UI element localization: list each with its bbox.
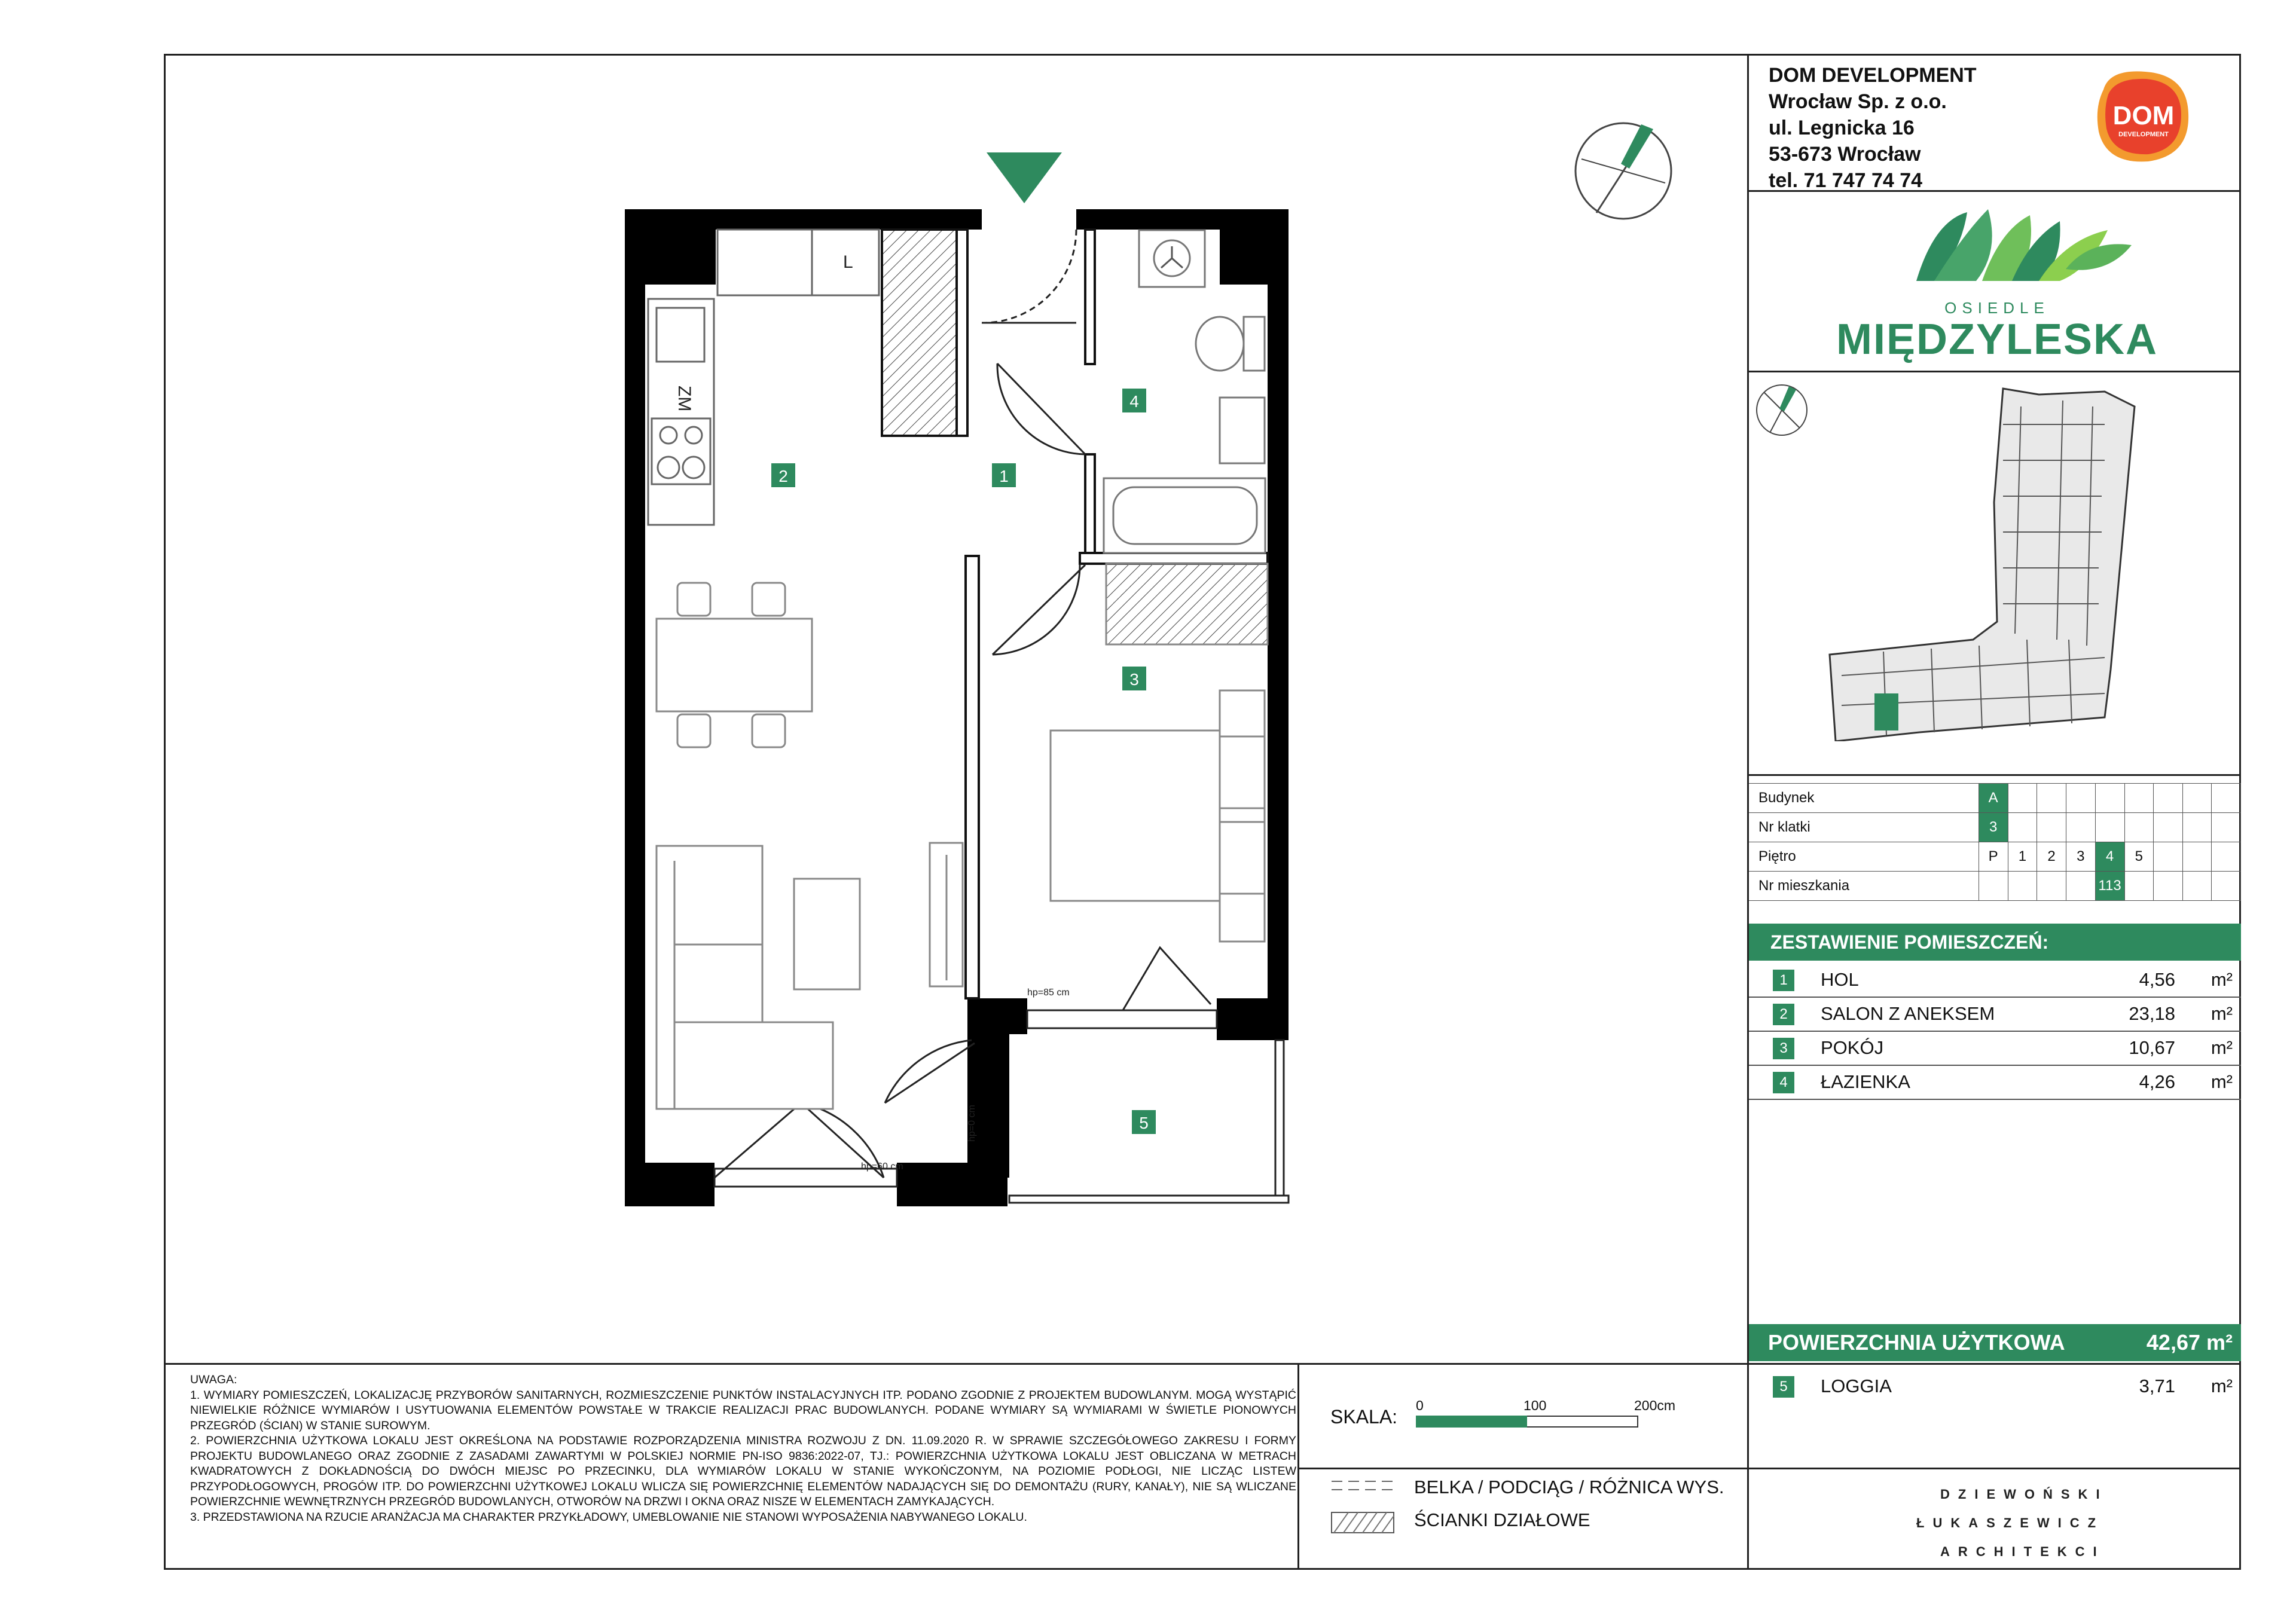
room-number: 4 xyxy=(1773,1072,1794,1093)
company-address xyxy=(1769,62,1977,194)
company-line: ul. Legnicka 16 xyxy=(1769,117,1915,139)
room-tag-1: 1 xyxy=(999,467,1009,485)
usable-area-bar xyxy=(1749,1324,2241,1361)
architects-line: ŁUKASZEWICZ xyxy=(1916,1515,2105,1530)
note-item: 3. PRZEDSTAWIONA NA RZUCIE ARANŻACJA MA CHARAKTER PRZYKŁADOWY, UMEBLOWANIE NIE STANOWI WYPOSAŻENIA NABYWANEGO LOKALU. xyxy=(190,1510,1027,1524)
info-row xyxy=(1749,842,2241,872)
north-arrow-compass xyxy=(1570,117,1677,225)
fridge-label: L xyxy=(843,252,853,272)
room-name: SALON Z ANEKSEM xyxy=(1821,1003,1995,1024)
info-cell xyxy=(2154,842,2183,872)
footer-divider xyxy=(164,1363,2241,1365)
note-item: 1. WYMIARY POMIESZCZEŃ, LOKALIZACJĘ PRZYBORÓW SANITARNYCH, ROZMIESZCZENIE PUNKTÓW INSTALACYJNYCH ITP. PODANO ZGODNIE Z PROJEKTEM BUDOWLANYM. MOGĄ WYSTĄPIĆ NIEWIELKIE RÓŻNICE WYMIARÓW I USYTUOWANIA ELEMENTÓW POWSTAŁE W TRAKCIE REALIZACJI PRAC BUDOWLANYCH. PODANE WYMIARY SĄ WYMIARAMI W ŚWIETLE PIONOWYCH PRZEGRÓD (ŚCIAN) W STANIE SUROWYM. xyxy=(190,1388,1296,1432)
room-name: ŁAZIENKA xyxy=(1821,1071,1910,1092)
logo-text: DOM xyxy=(2112,101,2175,130)
legend-partition-label: ŚCIANKI DZIAŁOWE xyxy=(1414,1509,1590,1530)
room-area: 10,67 xyxy=(2129,1037,2175,1058)
info-cell xyxy=(2154,784,2183,813)
info-cell xyxy=(2037,813,2066,842)
scale-bar-filled xyxy=(1416,1416,1527,1428)
floor-plan xyxy=(622,146,1303,1217)
room-tag-2: 2 xyxy=(778,467,788,485)
info-cell xyxy=(2095,813,2124,842)
architects-line: DZIEWOŃSKI xyxy=(1940,1487,2108,1502)
dishwasher-label: ZM xyxy=(674,386,694,412)
building-site-plan xyxy=(1824,383,2147,741)
room-name: POKÓJ xyxy=(1821,1037,1884,1058)
info-cell: 4 xyxy=(2095,842,2124,872)
info-cell xyxy=(2212,872,2241,901)
architects-logo xyxy=(1916,1480,2108,1566)
usable-area-label: POWIERZCHNIA UŻYTKOWA xyxy=(1768,1330,2065,1355)
scale-label: SKALA: xyxy=(1330,1406,1398,1428)
room-tag-4: 4 xyxy=(1129,392,1139,411)
room-area-unit: m² xyxy=(2210,1003,2233,1024)
info-cell: 3 xyxy=(2066,842,2095,872)
room-row xyxy=(1749,997,2241,1032)
company-line: Wrocław Sp. z o.o. xyxy=(1769,90,1947,113)
info-row-label: Nr mieszkania xyxy=(1749,872,1979,901)
brand-subtitle: OSIEDLE xyxy=(1944,299,2050,317)
info-cell xyxy=(2124,813,2154,842)
info-cell xyxy=(2154,872,2183,901)
room-number: 3 xyxy=(1773,1038,1794,1059)
architects-line: ARCHITEKCI xyxy=(1940,1544,2105,1559)
info-cell xyxy=(2008,872,2037,901)
info-cell xyxy=(2182,872,2212,901)
info-cell: 3 xyxy=(1979,813,2008,842)
info-cell xyxy=(2066,784,2095,813)
room-row xyxy=(1749,1031,2241,1066)
footer-divider xyxy=(1747,1468,2241,1469)
company-line: 53-673 Wrocław xyxy=(1769,143,1921,166)
info-cell xyxy=(2182,813,2212,842)
clearance-label: hp=0 cm xyxy=(967,1105,977,1142)
info-cell xyxy=(2124,872,2154,901)
osiedle-miedzyleska-logo-mark xyxy=(1910,197,2138,299)
brand-name: MIĘDZYLESKA xyxy=(1836,316,2158,363)
room-area-unit: m² xyxy=(2210,1037,2233,1058)
info-cell xyxy=(2066,872,2095,901)
scale-tick: 100 xyxy=(1523,1398,1547,1413)
apartment-info-table xyxy=(1749,783,2241,901)
info-cell: 1 xyxy=(2008,842,2037,872)
info-row-label: Budynek xyxy=(1749,784,1979,813)
info-cell: A xyxy=(1979,784,2008,813)
notes-title: UWAGA: xyxy=(190,1373,237,1386)
loggia-name: LOGGIA xyxy=(1821,1376,1892,1396)
info-cell xyxy=(2212,842,2241,872)
room-tag-5: 5 xyxy=(1139,1114,1149,1132)
info-cell xyxy=(2182,784,2212,813)
info-cell xyxy=(2008,813,2037,842)
room-tag-3: 3 xyxy=(1129,670,1139,689)
info-cell: 5 xyxy=(2124,842,2154,872)
room-area-unit: m² xyxy=(2210,1071,2233,1092)
info-cell: 2 xyxy=(2037,842,2066,872)
room-area: 4,26 xyxy=(2139,1071,2175,1092)
north-arrow-compass-small xyxy=(1752,380,1812,440)
divider-line xyxy=(1747,774,2241,776)
company-name: DOM DEVELOPMENT xyxy=(1769,64,1977,87)
notes-block xyxy=(190,1373,1296,1525)
info-cell xyxy=(2066,813,2095,842)
clearance-label: hp=85 cm xyxy=(1027,988,1070,998)
info-cell xyxy=(2182,842,2212,872)
legend-beam-label: BELKA / PODCIĄG / RÓŻNICA WYS. xyxy=(1414,1477,1724,1497)
info-cell xyxy=(2037,872,2066,901)
info-cell xyxy=(2212,784,2241,813)
info-cell xyxy=(1979,872,2008,901)
loggia-row xyxy=(1749,1369,2241,1403)
room-name: HOL xyxy=(1821,969,1859,990)
info-cell xyxy=(2037,784,2066,813)
dom-development-logo xyxy=(2092,66,2193,167)
info-cell: 113 xyxy=(2095,872,2124,901)
logo-subtext: DEVELOPMENT xyxy=(2118,131,2169,138)
entrance-marker xyxy=(987,152,1062,203)
divider-line xyxy=(1747,371,2241,372)
loggia-area: 3,71 xyxy=(2139,1376,2175,1396)
info-cell xyxy=(2154,813,2183,842)
info-row xyxy=(1749,784,2241,813)
info-cell xyxy=(2212,813,2241,842)
room-area: 23,18 xyxy=(2129,1003,2175,1024)
legend-symbols xyxy=(1330,1477,1396,1548)
scale-tick: 200cm xyxy=(1634,1398,1676,1413)
info-cell xyxy=(2124,784,2154,813)
info-cell xyxy=(2008,784,2037,813)
rooms-heading: ZESTAWIENIE POMIESZCZEŃ: xyxy=(1749,924,2241,961)
room-row xyxy=(1749,962,2241,998)
company-phone: tel. 71 747 74 74 xyxy=(1769,169,1923,192)
footer-divider xyxy=(1297,1468,1749,1469)
dining-table xyxy=(657,583,812,747)
info-row-label: Piętro xyxy=(1749,842,1979,872)
note-item: 2. POWIERZCHNIA UŻYTKOWA LOKALU JEST OKREŚLONA NA PODSTAWIE ROZPORZĄDZENIA MINISTRA ROZWOJU Z DN. 11.09.2020 R. W SPRAWIE SZCZEGÓŁOWEGO ZAKRESU I FORMY PROJEKTU BUDOWLANEGO ORAZ ZGODNIE Z ZASADAMI ZAWARTYMI W POLSKIEJ NORMIE PN-ISO 9836:2022-07, TJ.: POWIERZCHNIA UŻYTKOWA LOKALU JEST OBLICZANA W METRACH KWADRATOWYCH Z DOKŁADNOŚCIĄ DO DWÓCH MIEJSC PO PRZECINKU, DLA WYMIARÓW LOKALU W STANIE WYKOŃCZONYM, NA POZIOMIE PODŁOGI, NIE LICZĄC LISTEW PRZYPODŁOGOWYCH, PROGÓW ITP. DO POWIERZCHNI UŻYTKOWEJ LOKALU WLICZA SIĘ POWIERZCHNIĘ ELEMENTÓW NADAJĄCYCH SIĘ DO DEMONTAŻU (RURY, KANAŁY), NIE SĄ WLICZANE POWIERZCHNIE WEWNĘTRZNYCH PRZEGRÓD BUDOWLANYCH, OTWORÓW NA DRZWI I OKNA ORAZ NISZE W ELEMENTACH ZAMYKAJĄCYCH. xyxy=(190,1434,1296,1508)
info-cell: P xyxy=(1979,842,2008,872)
scale-tick: 0 xyxy=(1416,1398,1424,1413)
loggia-unit: m² xyxy=(2210,1376,2233,1396)
footer-divider xyxy=(1297,1363,1299,1570)
info-row xyxy=(1749,813,2241,842)
scale-bar-empty xyxy=(1527,1416,1638,1428)
info-row-label: Nr klatki xyxy=(1749,813,1979,842)
room-number: 2 xyxy=(1773,1004,1794,1025)
room-area: 4,56 xyxy=(2139,969,2175,990)
room-area-unit: m² xyxy=(2210,969,2233,990)
usable-area-value: 42,67 m² xyxy=(2146,1330,2233,1355)
info-row xyxy=(1749,872,2241,901)
room-number: 1 xyxy=(1773,970,1794,991)
clearance-label: hp=60 cm xyxy=(861,1162,903,1172)
loggia-number: 5 xyxy=(1773,1376,1794,1398)
room-row xyxy=(1749,1065,2241,1100)
info-cell xyxy=(2095,784,2124,813)
bedroom-furniture xyxy=(1051,564,1268,942)
sofa xyxy=(657,843,963,1109)
